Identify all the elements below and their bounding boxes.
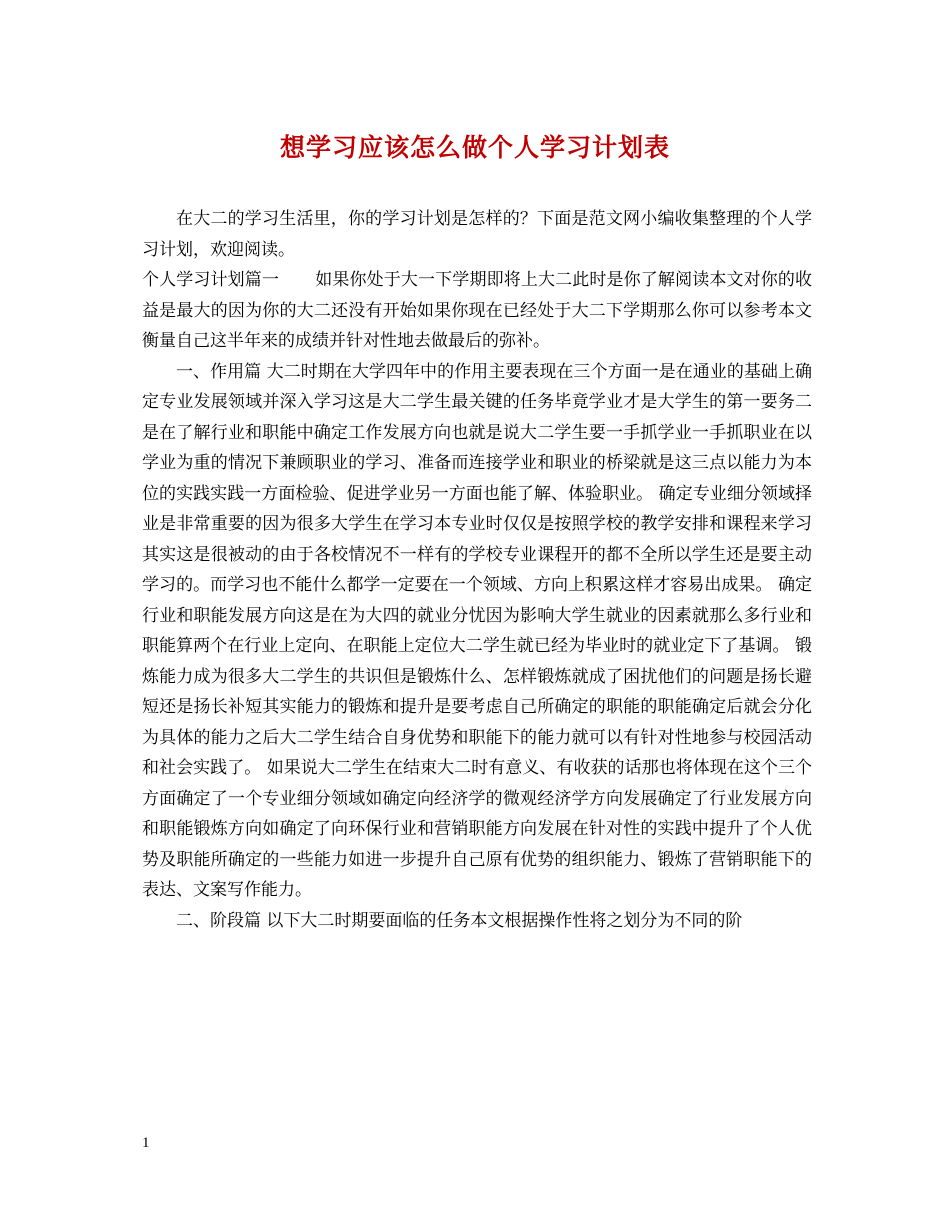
intro-paragraph: 在大二的学习生活里，你的学习计划是怎样的？下面是范文网小编收集整理的个人学习计划，欢迎阅读。 (142, 209, 812, 260)
stage-paragraph: 二、阶段篇 以下大二时期要面临的任务本文根据操作性将之划分为不同的阶 (176, 910, 743, 931)
section1-text: 如果你处于大一下学期即将上大二此时是你了解阅读本文对你的收益是最大的因为你的大二还没有开始如果你现在已经处于大二下学期那么你可以参考本文衡量自己这半年来的成绩并针对性地去做最后的弥补。 (142, 270, 813, 351)
function-paragraph: 一、作用篇 大二时期在大学四年中的作用主要表现在三个方面一是在通业的基础上确定专业发展领域并深入学习这是大二学生最关键的任务毕竟学业才是大学生的第一要务二是在了解行业和职能中确定工作发展方向也就是说大二学生要一手抓学业一手抓职业在以学业为重的情况下兼顾职业的学习、准备而连接学业和职业的桥梁就是这三点以能力为本位的实践实践一方面检验、促进学业另一方面也能了解、体验职业。 确定专业细分领域择业是非常重要的因为很多大学生在学习本专业时仅仅是按照学校的教学安排和课程来学习其实这是很被动的由于各校情况不一样有的学校专业课程开的都不全所以学生还是要主动学习的。而学习也不能什么都学一定要在一个领域、方向上积累这样才容易出成果。 确定行业和职能发展方向这是在为大四的就业分忧因为影响大学生就业的因素就那么多行业和职能算两个在行业上定向、在职能上定位大二学生就已经为毕业时的就业定下了基调。 锻炼能力成为很多大二学生的共识但是锻炼什么、怎样锻炼就成了困扰他们的问题是扬长避短还是扬长补短其实能力的锻炼和提升是要考虑自己所确定的职能的职能确定后就会分化为具体的能力之后大二学生结合自身优势和职能下的能力就可以有针对性地参与校园活动和社会实践了。 如果说大二学生在结束大二时有意义、有收获的话那也将体现在这个三个方面确定了一个专业细分领域如确定向经济学的微观经济学方向发展确定了行业发展方向和职能锻炼方向如确定了向环保行业和营销职能方向发展在针对性的实践中提升了个人优势及职能所确定的一些能力如进一步提升自己原有优势的组织能力、锻炼了营销职能下的表达、文案写作能力。 (142, 361, 812, 900)
page-number: 1 (142, 1135, 150, 1151)
section1-label: 个人学习计划篇一 (142, 270, 280, 290)
document-title: 想学习应该怎么做个人学习计划表 (279, 133, 670, 162)
document-body (142, 204, 812, 936)
section1-paragraph (142, 265, 812, 357)
